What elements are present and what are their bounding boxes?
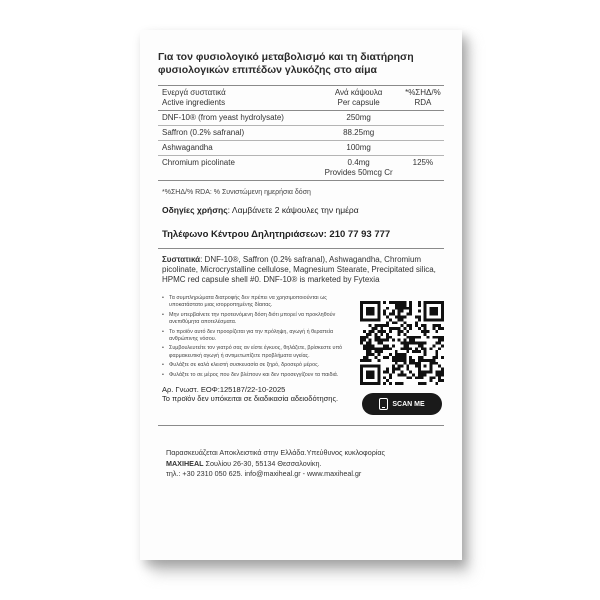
made-in-line: Παρασκευάζεται Αποκλειστικά στην Ελλάδα.Υπεύθυνος κυκλοφορίας: [166, 448, 386, 457]
header-per-capsule-gr: Ανά κάψουλα: [334, 88, 383, 97]
header-rda-en: RDA: [414, 98, 432, 107]
row-name: DNF-10® (from yeast hydrolysate): [162, 113, 284, 122]
row-name: Saffron (0.2% safranal): [162, 128, 245, 137]
warnings-and-qr: [158, 295, 444, 415]
address-text: Σουλίου 26-30, 55134 Θεσσαλονίκη.: [203, 458, 322, 468]
ingredients-text: : DNF-10®, Saffron (0.2% safranal), Ashwagandha, Chromium picolinate, Microcrystalline cellulose, Magnesium Stearate, Precipitated silica, HPMC red capsule shell #0. DNF-10® is marketed by Fytexia: [162, 255, 436, 284]
divider: [158, 180, 444, 181]
header-ingredients-gr: Ενεργά συστατικά: [162, 88, 226, 97]
warning-text: Συμβουλευτείτε τον γιατρό σας αν είστε έγκυος, θηλάζετε, βρίσκεστε υπό φαρμακευτική αγωγή ή αντιμετωπίζετε προβλήματα υγείας.: [169, 345, 343, 359]
ingredients-label: Συστατικά: [162, 255, 201, 264]
qr-code[interactable]: [360, 301, 444, 385]
product-label-card: [140, 30, 462, 560]
scan-me-label: SCAN ME: [392, 400, 425, 408]
licensing-note: Το προϊόν δεν υπόκειται σε διαδικασία αδειοδότησης.: [162, 394, 339, 404]
nutrition-header-row: [158, 86, 444, 110]
warnings-column: [158, 295, 352, 415]
dosage-instructions: [158, 205, 444, 215]
dosage-text: : Λαμβάνετε 2 κάψουλες την ημέρα: [227, 205, 359, 215]
headline-line-2: φυσιολογικών επιπέδων γλυκόζης στο αίμα: [158, 64, 377, 76]
registration-number: Αρ. Γνωστ. ΕΟΦ:125187/22-10-2025: [162, 385, 286, 395]
divider: [158, 248, 444, 249]
brand-name: MAXIHEAL: [166, 458, 204, 468]
table-row: [158, 156, 444, 180]
address-line: [166, 459, 444, 470]
contact-line: τηλ.: +30 2310 050 625. info@maxiheal.gr - www.maxiheal.gr: [166, 469, 362, 478]
warning-text: Φυλάξτε σε καλά κλειστή συσκευασία σε ξηρό, δροσερό μέρος.: [169, 362, 320, 369]
headline-line-1: Για τον φυσιολογικό μεταβολισμό και τη διατήρηση: [158, 51, 414, 63]
row-amount-value: 0.4mg: [347, 158, 370, 167]
warning-text: Τα συμπληρώματα διατροφής δεν πρέπει να χρησιμοποιούνται ως υποκατάστατο μιας ισορροπημένης δίαιτας.: [169, 295, 327, 309]
headline: [158, 51, 444, 77]
header-per-capsule: [315, 88, 401, 108]
ingredients-list: [158, 255, 444, 285]
warning-text: Το προϊόν αυτό δεν προορίζεται για την πρόληψη, αγωγή ή θεραπεία ανθρώπινης νόσου.: [169, 328, 334, 343]
header-per-capsule-en: Per capsule: [337, 98, 380, 107]
row-name: Ashwagandha: [162, 143, 213, 152]
dosage-label: Οδηγίες χρήσης: [162, 205, 228, 215]
poison-center-phone: Τηλέφωνο Κέντρου Δηλητηριάσεων: 210 77 93 777: [162, 229, 391, 240]
scan-me-button[interactable]: [362, 393, 442, 415]
row-amount-sub: Provides 50mcg Cr: [324, 168, 393, 177]
list-item: • Φυλάξτε το σε μέρος που δεν βλέπουν και δεν προσεγγίζουν τα παιδιά.: [162, 371, 339, 378]
row-amount: [315, 158, 401, 178]
registration-info: [158, 385, 352, 403]
list-item: • Συμβουλευτείτε τον γιατρό σας αν είστε έγκυος, θηλάζετε, βρίσκεστε υπό φαρμακευτική αγωγή ή αντιμετωπίζετε προβλήματα υγείας.: [162, 345, 352, 360]
warning-text: Φυλάξτε το σε μέρος που δεν βλέπουν και δεν προσεγγίζουν τα παιδιά.: [169, 371, 339, 378]
header-ingredients: [158, 88, 315, 108]
rda-footnote: *%ΣΗΔ/% RDA: % Συνιστώμενη ημερήσια δόση: [162, 189, 311, 196]
row-amount: 88.25mg: [343, 128, 375, 137]
row-rda: 125%: [412, 158, 434, 167]
list-item: • Τα συμπληρώματα διατροφής δεν πρέπει να χρησιμοποιούνται ως υποκατάστατο μιας ισορροπημένης δίαιτας.: [162, 295, 352, 310]
warnings-list: [158, 295, 352, 379]
table-row: [158, 141, 444, 155]
phone-icon: [379, 398, 388, 410]
list-item: • Μην υπερβαίνετε την προτεινόμενη δόση διότι μπορεί να προκληθούν ανεπιθύμητα αποτελέσματα.: [162, 312, 352, 327]
list-item: • Φυλάξτε σε καλά κλειστή συσκευασία σε ξηρό, δροσερό μέρος.: [162, 362, 320, 369]
table-row: [158, 111, 444, 125]
divider: [158, 425, 444, 426]
row-name: Chromium picolinate: [162, 158, 235, 167]
nutrition-table: [158, 85, 444, 181]
list-item: • Το προϊόν αυτό δεν προορίζεται για την πρόληψη, αγωγή ή θεραπεία ανθρώπινης νόσου.: [162, 329, 352, 344]
row-amount: 250mg: [346, 113, 371, 122]
qr-section: [360, 301, 444, 415]
header-ingredients-en: Active ingredients: [162, 98, 226, 107]
table-row: [158, 126, 444, 140]
row-amount: 100mg: [346, 143, 371, 152]
header-rda-gr: *%ΣΗΔ/%: [405, 88, 441, 97]
manufacturer-info: [158, 440, 444, 480]
header-rda: [402, 88, 444, 108]
warning-text: Μην υπερβαίνετε την προτεινόμενη δόση διότι μπορεί να προκληθούν ανεπιθύμητα αποτελέσματα.: [169, 311, 336, 326]
